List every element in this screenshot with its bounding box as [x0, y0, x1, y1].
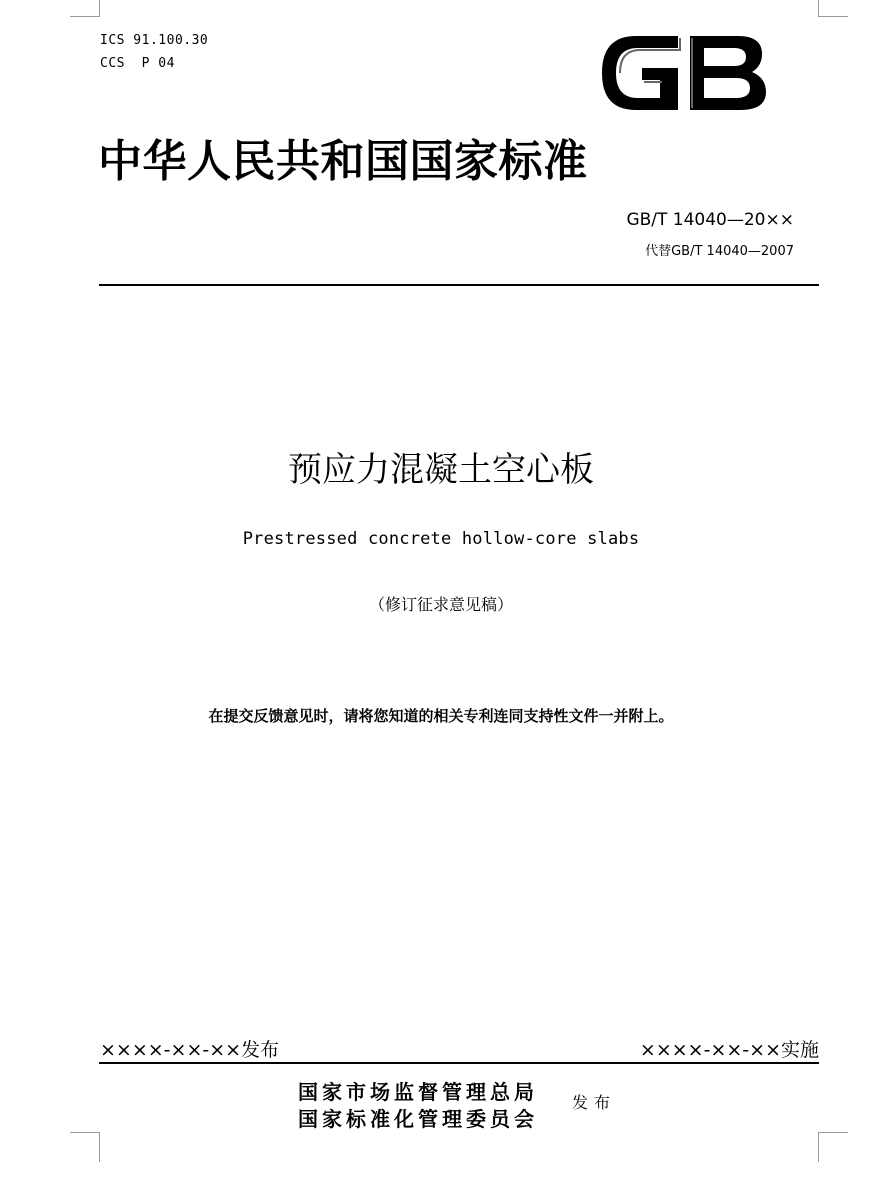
document-title-en: Prestressed concrete hollow-core slabs — [242, 529, 640, 549]
footer-divider — [99, 1062, 819, 1064]
gb-logo-icon — [598, 28, 770, 118]
crop-mark-top-right-h — [818, 16, 848, 17]
crop-mark-top-right-v — [818, 0, 819, 16]
issue-label: 发布 — [572, 1093, 617, 1112]
crop-mark-bottom-right-h — [818, 1132, 848, 1133]
document-title-cn: 预应力混凝土空心板 — [288, 450, 594, 490]
crop-mark-top-left-h — [70, 16, 100, 17]
crop-mark-bottom-left-v — [99, 1132, 100, 1162]
issue-date: ××××-××-××发布 — [100, 1039, 280, 1061]
issuer-samr: 国家市场监督管理总局 — [298, 1080, 538, 1104]
standard-code: GB/T 14040—20×× — [626, 210, 794, 230]
crop-mark-top-left-v — [99, 0, 100, 16]
implementation-date: ××××-××-××实施 — [639, 1039, 819, 1061]
draft-status: （修订征求意见稿） — [368, 595, 513, 614]
patent-notice: 在提交反馈意见时，请将您知道的相关专利连同支持性文件一并附上。 — [208, 707, 674, 725]
crop-mark-bottom-left-h — [70, 1132, 100, 1133]
ics-code: ICS 91.100.30 — [100, 33, 209, 48]
replaces-standard: 代替GB/T 14040—2007 — [645, 244, 794, 259]
national-standard-title: 中华人民共和国国家标准 — [98, 136, 588, 187]
issuer-sac: 国家标准化管理委员会 — [298, 1107, 538, 1131]
header-divider — [99, 284, 819, 286]
crop-mark-bottom-right-v — [818, 1132, 819, 1162]
gb-logo-text: GB — [598, 28, 600, 29]
ccs-code: CCS P 04 — [100, 56, 175, 71]
